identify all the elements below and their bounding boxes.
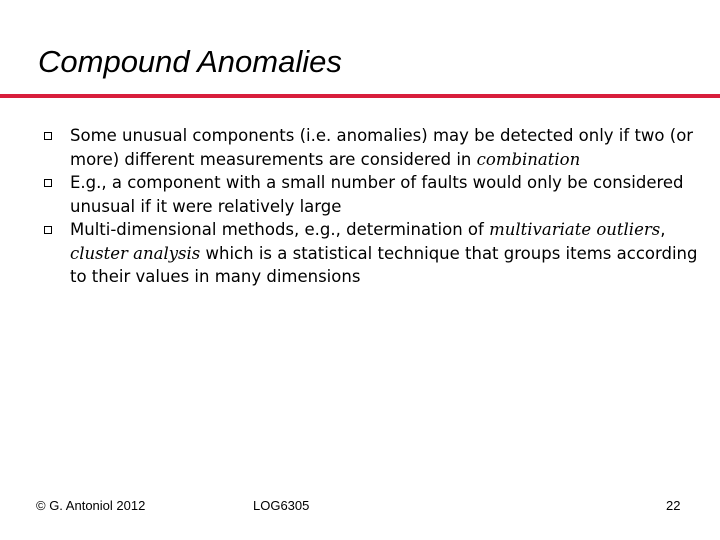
bullet-text-part: E.g., a component with a small number of faults would only be considered unusual if it were relatively large [70, 173, 684, 216]
hollow-square-bullet-icon [44, 132, 52, 140]
bullet-item [44, 171, 704, 218]
bullet-list [44, 124, 704, 289]
bullet-item [44, 218, 704, 289]
bullet-text-part: Some unusual components (i.e. anomalies) may be detected only if two (or more) different measurements are considered in [70, 126, 694, 169]
bullet-emphasis: cluster analysis [70, 243, 201, 263]
footer-page-number: 22 [666, 498, 681, 513]
slide-title: Compound Anomalies [38, 44, 342, 79]
hollow-square-bullet-icon [44, 226, 52, 234]
hollow-square-bullet-icon [44, 179, 52, 187]
bullet-item [44, 124, 704, 171]
bullet-emphasis: multivariate outliers [489, 220, 661, 239]
bullet-text-part: , [660, 220, 666, 239]
bullet-text-part: Multi-dimensional methods, e.g., determination of [70, 220, 490, 239]
title-divider [0, 94, 720, 98]
footer-copyright: © G. Antoniol 2012 [36, 498, 146, 513]
bullet-emphasis: combination [476, 149, 581, 169]
footer-course: LOG6305 [253, 498, 310, 513]
bullet-text-part: which is a statistical technique that groups items according to their values in many dimensions [70, 243, 698, 286]
